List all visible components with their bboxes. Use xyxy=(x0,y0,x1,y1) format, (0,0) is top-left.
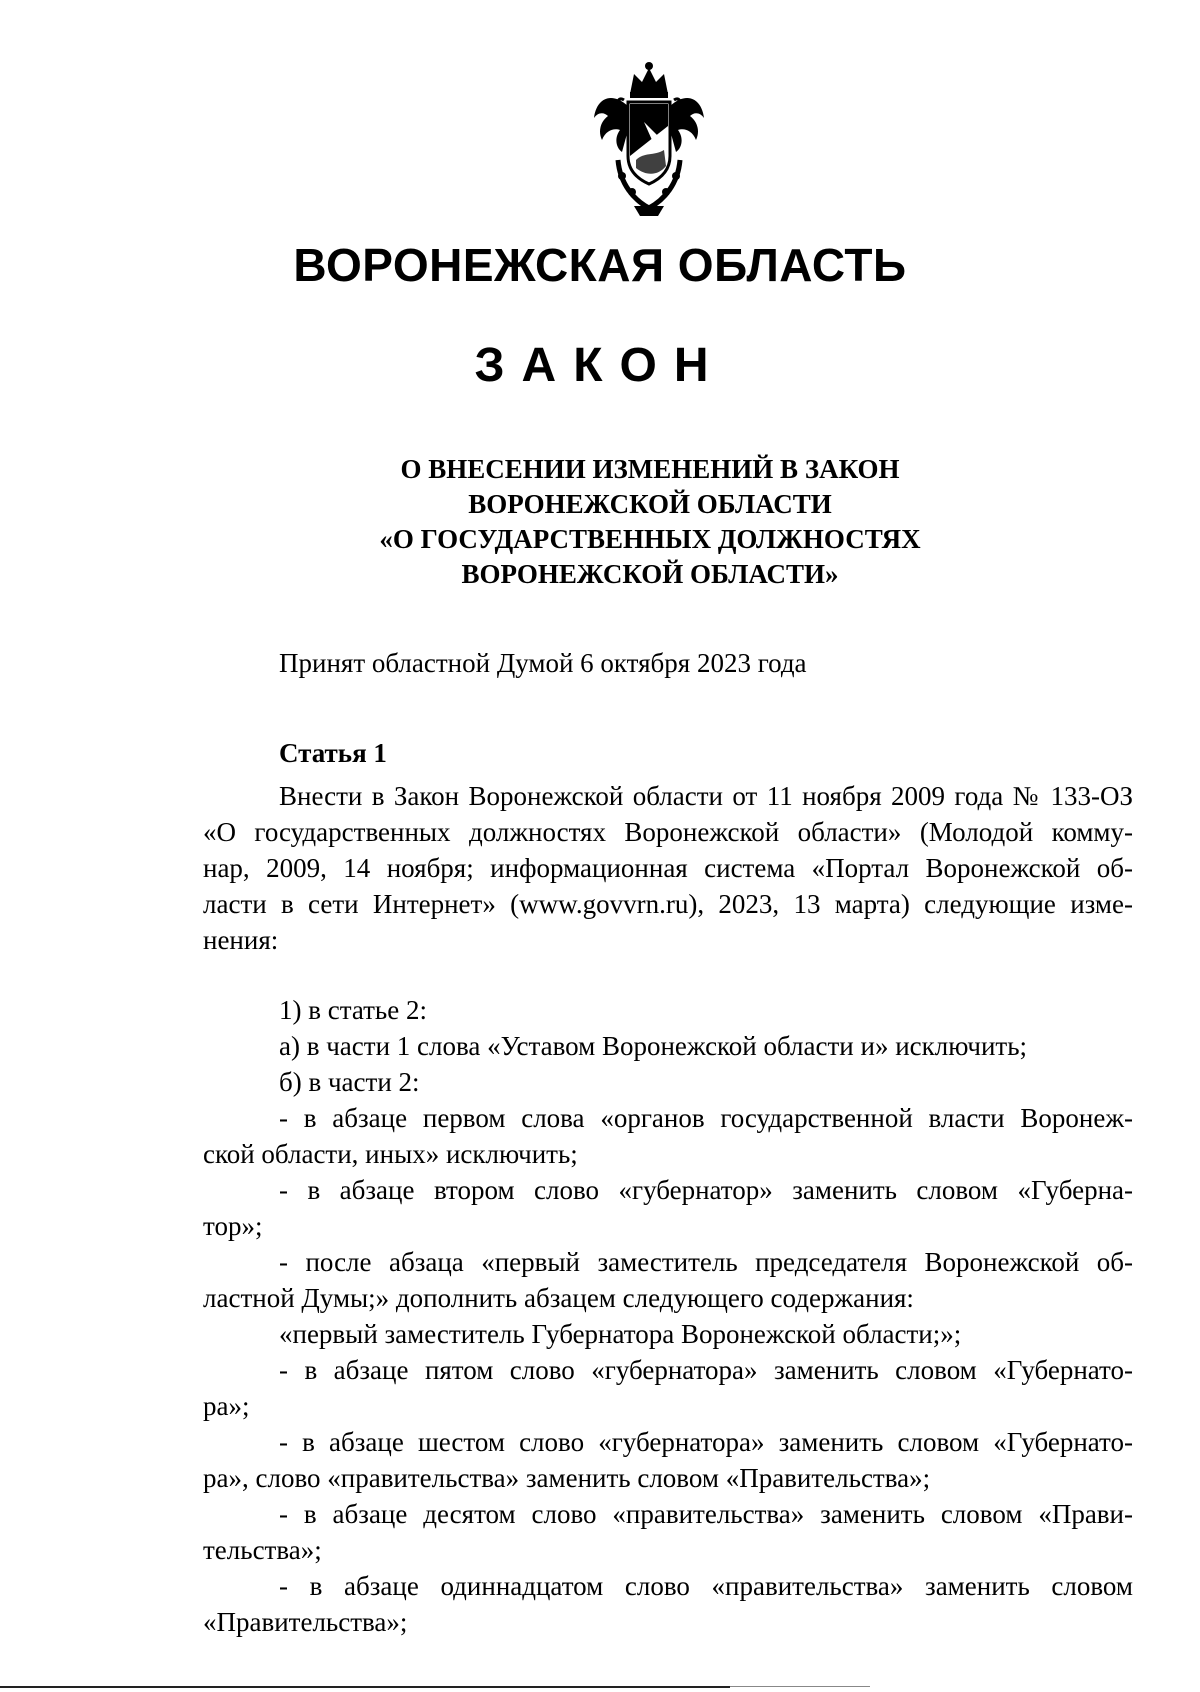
intro-line: Внести в Закон Воронежской области от 11 ноября 2009 года № 133-ОЗ xyxy=(279,781,1133,811)
amendment-line: - в абзаце пятом слово «губернатора» заменить словом «Губернато- xyxy=(279,1355,1133,1385)
amendment-line: б) в части 2: xyxy=(279,1067,420,1097)
article-title: Статья 1 xyxy=(279,738,387,768)
page-divider xyxy=(0,1686,730,1688)
document-type: ЗАКОН xyxy=(474,339,726,392)
amendment-line: - в абзаце одиннадцатом слово «правительства» заменить словом xyxy=(279,1571,1133,1601)
region-title: ВОРОНЕЖСКАЯ ОБЛАСТЬ xyxy=(293,239,907,291)
amendment-line: «Правительства»; xyxy=(203,1607,408,1637)
coat-of-arms-icon xyxy=(588,60,710,220)
law-title xyxy=(250,452,1050,592)
amendment-line: - в абзаце втором слово «губернатор» заменить словом «Губерна- xyxy=(279,1175,1133,1205)
law-title-line: ВОРОНЕЖСКОЙ ОБЛАСТИ xyxy=(468,489,832,519)
intro-line: «О государственных должностях Воронежской области» (Молодой комму- xyxy=(203,817,1133,847)
article-intro xyxy=(203,778,1133,958)
intro-line: ласти в сети Интернет» (www.govvrn.ru), 2023, 13 марта) следующие изме- xyxy=(203,889,1133,919)
intro-line: нения: xyxy=(203,925,279,955)
amendment-line: ластной Думы;» дополнить абзацем следующего содержания: xyxy=(203,1283,914,1313)
amendment-line: ра»; xyxy=(203,1391,250,1421)
amendment-line: - после абзаца «первый заместитель председателя Воронежской об- xyxy=(279,1247,1133,1277)
amendment-line: 1) в статье 2: xyxy=(279,995,427,1025)
amendment-list xyxy=(203,992,1133,1640)
amendment-line: - в абзаце первом слова «органов государственной власти Воронеж- xyxy=(279,1103,1133,1133)
law-title-line: «О ГОСУДАРСТВЕННЫХ ДОЛЖНОСТЯХ xyxy=(379,524,921,554)
adoption-note: Принят областной Думой 6 октября 2023 года xyxy=(279,648,807,678)
law-title-line: О ВНЕСЕНИИ ИЗМЕНЕНИЙ В ЗАКОН xyxy=(400,454,900,484)
amendment-line: ра», слово «правительства» заменить словом «Правительства»; xyxy=(203,1463,931,1493)
amendment-line: «первый заместитель Губернатора Воронежской области;»; xyxy=(279,1319,962,1349)
amendment-line: тельства»; xyxy=(203,1535,322,1565)
amendment-line: ской области, иных» исключить; xyxy=(203,1139,578,1169)
article-body xyxy=(203,778,1133,1640)
page-divider-faint xyxy=(730,1686,870,1687)
amendment-line: а) в части 1 слова «Уставом Воронежской области и» исключить; xyxy=(279,1031,1028,1061)
amendment-line: тор»; xyxy=(203,1211,263,1241)
intro-line: нар, 2009, 14 ноября; информационная система «Портал Воронежской об- xyxy=(203,853,1133,883)
amendment-line: - в абзаце шестом слово «губернатора» заменить словом «Губернато- xyxy=(279,1427,1133,1457)
amendment-line: - в абзаце десятом слово «правительства» заменить словом «Прави- xyxy=(279,1499,1133,1529)
law-title-line: ВОРОНЕЖСКОЙ ОБЛАСТИ» xyxy=(461,559,839,589)
